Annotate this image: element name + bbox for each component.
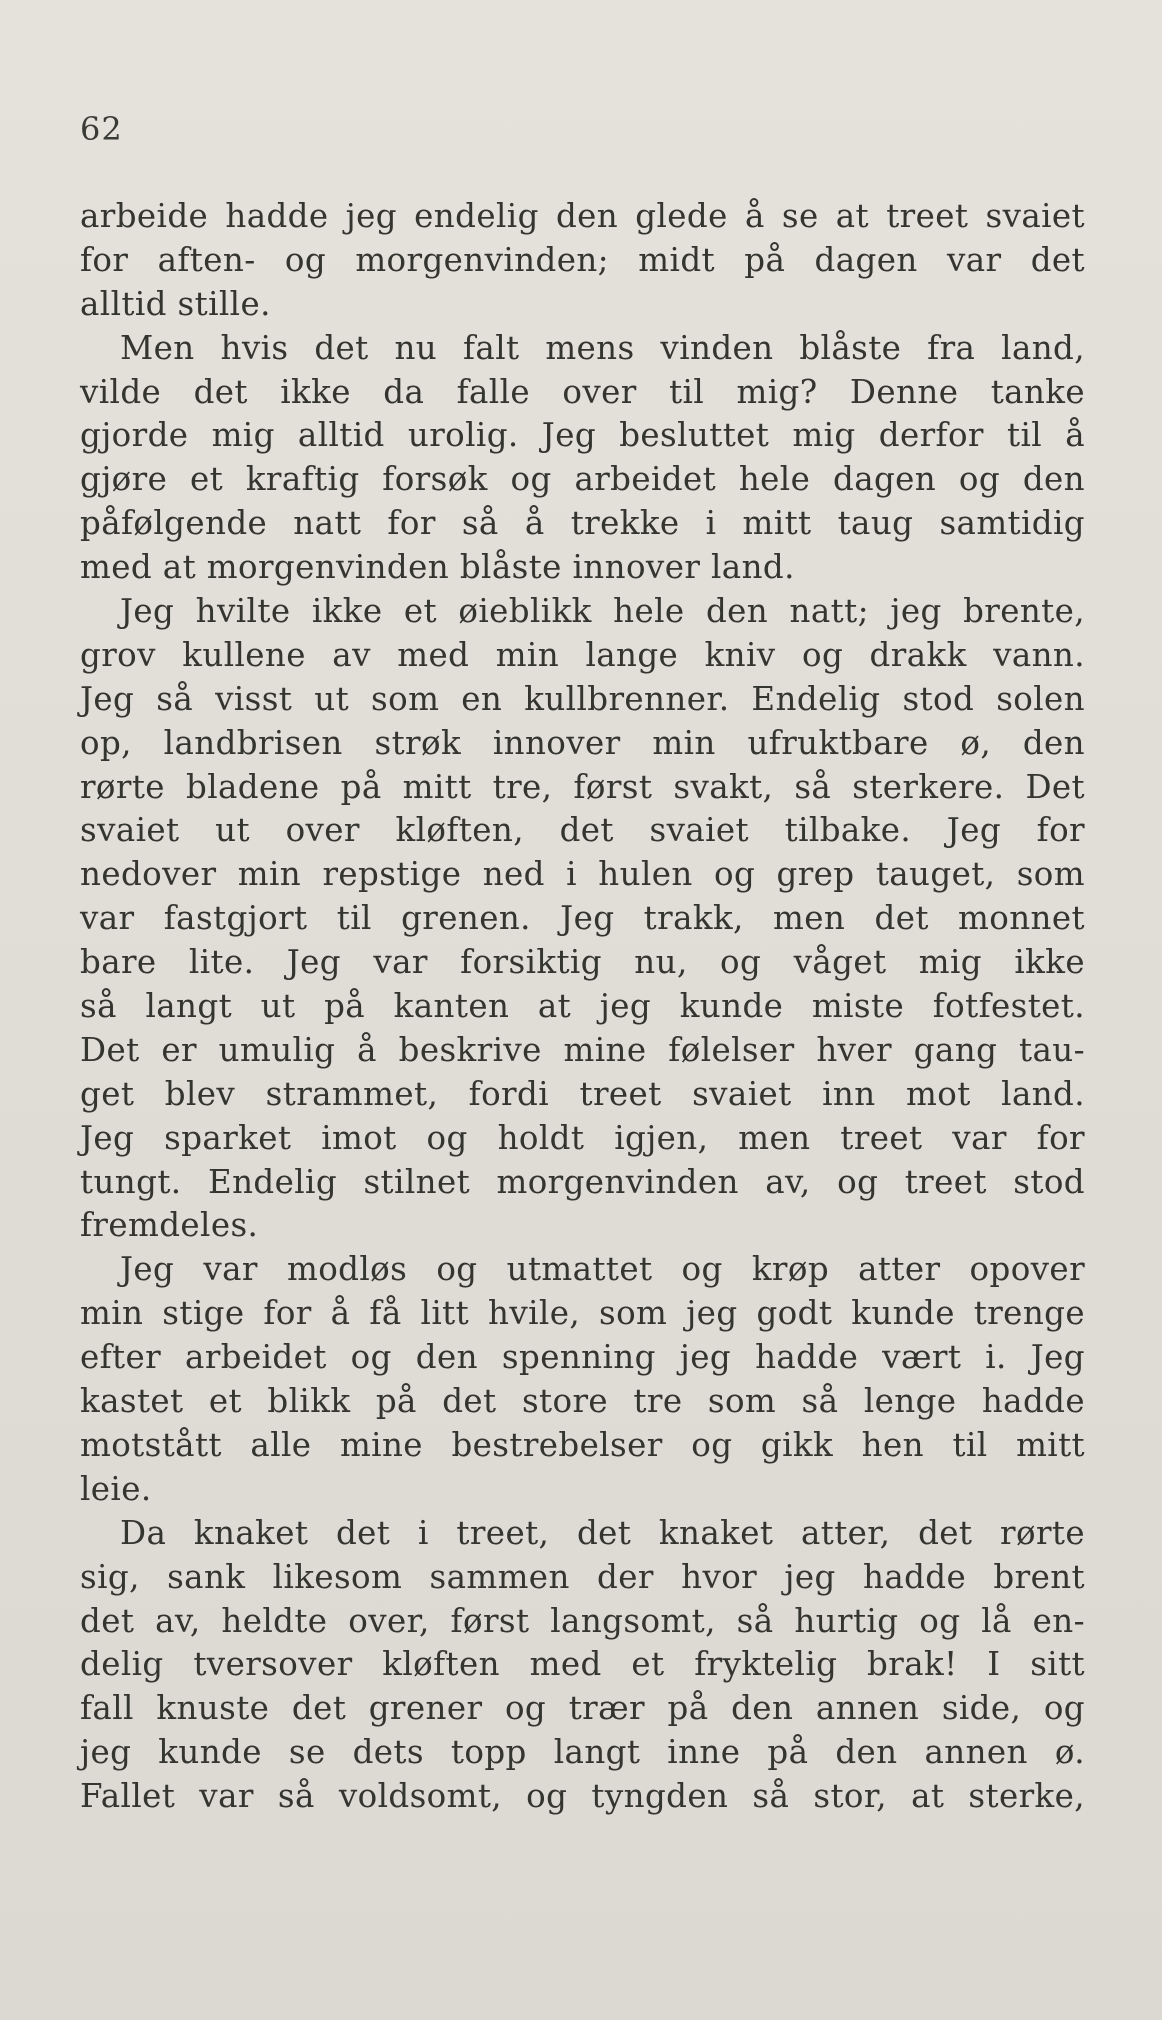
text-line: det av, heldte over, først langsomt, så hurtig og lå en- bbox=[80, 1601, 1085, 1640]
text-line: min stige for å få litt hvile, som jeg godt kunde trenge bbox=[80, 1294, 1085, 1333]
text-line: rørte bladene på mitt tre, først svakt, så sterkere. Det bbox=[80, 767, 1085, 806]
text-line: sig, sank likesom sammen der hvor jeg hadde brent bbox=[80, 1557, 1085, 1596]
text-line: vilde det ikke da falle over til mig? Denne tanke bbox=[80, 372, 1085, 411]
text-line: bare lite. Jeg var forsiktig nu, og våget mig ikke bbox=[80, 943, 1085, 982]
text-line: fremdeles. bbox=[80, 1206, 259, 1245]
page-number: 62 bbox=[80, 110, 123, 148]
text-line: for aften- og morgenvinden; midt på dagen var det bbox=[80, 240, 1085, 279]
text-line: nedover min repstige ned i hulen og grep tauget, som bbox=[80, 855, 1085, 894]
text-line: grov kullene av med min lange kniv og drakk vann. bbox=[80, 635, 1085, 674]
body-text bbox=[80, 195, 1085, 1819]
text-line: Men hvis det nu falt mens vinden blåste fra land, bbox=[120, 328, 1085, 367]
text-line: leie. bbox=[80, 1469, 152, 1508]
text-line: Fallet var så voldsomt, og tyngden så stor, at sterke, bbox=[80, 1777, 1085, 1816]
text-line: efter arbeidet og den spenning jeg hadde vært i. Jeg bbox=[80, 1338, 1085, 1377]
text-line: påfølgende natt for så å trekke i mitt taug samtidig bbox=[80, 504, 1085, 543]
text-line: tungt. Endelig stilnet morgenvinden av, og treet stod bbox=[80, 1162, 1085, 1201]
text-line: Det er umulig å beskrive mine følelser hver gang tau- bbox=[80, 1030, 1085, 1069]
text-line: fall knuste det grener og trær på den annen side, og bbox=[80, 1689, 1085, 1728]
text-line: så langt ut på kanten at jeg kunde miste fotfestet. bbox=[80, 987, 1085, 1026]
text-line: arbeide hadde jeg endelig den glede å se at treet svaiet bbox=[80, 197, 1085, 235]
text-line: jeg kunde se dets topp langt inne på den annen ø. bbox=[80, 1733, 1085, 1772]
text-line: motstått alle mine bestrebelser og gikk hen til mitt bbox=[80, 1425, 1085, 1464]
text-line: op, landbrisen strøk innover min ufruktbare ø, den bbox=[80, 723, 1085, 762]
text-line: gjorde mig alltid urolig. Jeg besluttet mig derfor til å bbox=[80, 416, 1085, 455]
text-line: Jeg var modløs og utmattet og krøp atter opover bbox=[120, 1250, 1085, 1289]
text-line: kastet et blikk på det store tre som så lenge hadde bbox=[80, 1382, 1085, 1421]
text-line: Jeg så visst ut som en kullbrenner. Endelig stod solen bbox=[80, 679, 1085, 718]
text-line: var fastgjort til grenen. Jeg trakk, men det monnet bbox=[80, 899, 1085, 938]
text-line: svaiet ut over kløften, det svaiet tilbake. Jeg for bbox=[80, 811, 1085, 850]
text-line: Jeg sparket imot og holdt igjen, men treet var for bbox=[80, 1118, 1085, 1157]
text-line: delig tversover kløften med et fryktelig brak! I sitt bbox=[80, 1645, 1085, 1684]
text-line: Da knaket det i treet, det knaket atter, det rørte bbox=[120, 1513, 1085, 1552]
text-line: med at morgenvinden blåste innover land. bbox=[80, 548, 795, 587]
text-line: alltid stille. bbox=[80, 284, 271, 323]
text-line: Jeg hvilte ikke et øieblikk hele den natt; jeg brente, bbox=[120, 592, 1085, 631]
text-line: gjøre et kraftig forsøk og arbeidet hele dagen og den bbox=[80, 460, 1085, 499]
text-line: get blev strammet, fordi treet svaiet inn mot land. bbox=[80, 1074, 1085, 1113]
